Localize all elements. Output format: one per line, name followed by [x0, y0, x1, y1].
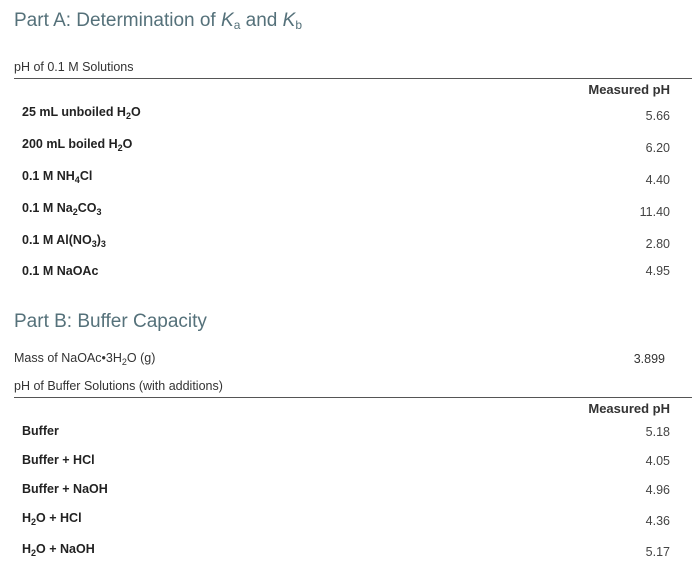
ka-symbol: K: [221, 10, 234, 31]
part-a-row-label: 0.1 M NaOAc: [22, 264, 99, 278]
part-b-row-value: 4.96: [645, 483, 670, 497]
part-a-title-text: Part A: Determination of: [14, 10, 221, 31]
part-b-row-value: 4.36: [645, 514, 670, 528]
mass-value: 3.899: [633, 352, 665, 366]
part-a-row-value: 4.95: [645, 264, 670, 278]
part-a-title: [14, 10, 302, 32]
mass-label: Mass of $NaOAc•3H_2O$ (g): [14, 351, 156, 367]
ka-subscript: a: [233, 18, 241, 32]
part-a-row-value: 2.80: [645, 237, 670, 251]
part-b-row-label: Buffer + NaOH: [22, 482, 108, 496]
part-a-row-value: 11.40: [639, 205, 670, 219]
part-a-column-header: Measured pH: [588, 82, 670, 97]
part-a-subtitle: pH of 0.1 M Solutions: [14, 60, 134, 74]
part-b-row-label: $H_2O$ + HCl: [22, 511, 82, 527]
part-b-row-label: $H_2O$ + NaOH: [22, 542, 95, 558]
part-b-title: Part B: Buffer Capacity: [14, 311, 207, 332]
part-a-row-label: 200 mL boiled $H_2O$: [22, 137, 133, 153]
part-a-row-label: 0.1 M $Al(NO_3)_3$: [22, 233, 106, 249]
part-b-subtitle: pH of Buffer Solutions (with additions): [14, 379, 223, 393]
kb-symbol: K: [282, 10, 296, 31]
part-a-row-label: 25 mL unboiled $H_2O$: [22, 105, 141, 121]
part-b-row-label: Buffer: [22, 424, 59, 438]
part-b-column-header: Measured pH: [588, 401, 670, 416]
part-b-row-value: 5.18: [645, 425, 670, 439]
part-a-row-value: 6.20: [645, 141, 670, 155]
part-a-row-value: 4.40: [645, 173, 670, 187]
kb-subscript: b: [295, 18, 303, 32]
part-a-row-value: 5.66: [645, 109, 670, 123]
part-a-row-label: 0.1 M $Na_2CO_3$: [22, 201, 102, 217]
part-a-row-label: 0.1 M $NH_4Cl$: [22, 169, 93, 185]
part-a-rule: [14, 78, 692, 79]
part-b-row-value: 4.05: [645, 454, 670, 468]
part-a-title-and: and: [240, 10, 283, 31]
part-b-rule: [14, 397, 692, 398]
part-b-row-label: Buffer + HCl: [22, 453, 95, 467]
part-b-row-value: 5.17: [645, 545, 670, 559]
